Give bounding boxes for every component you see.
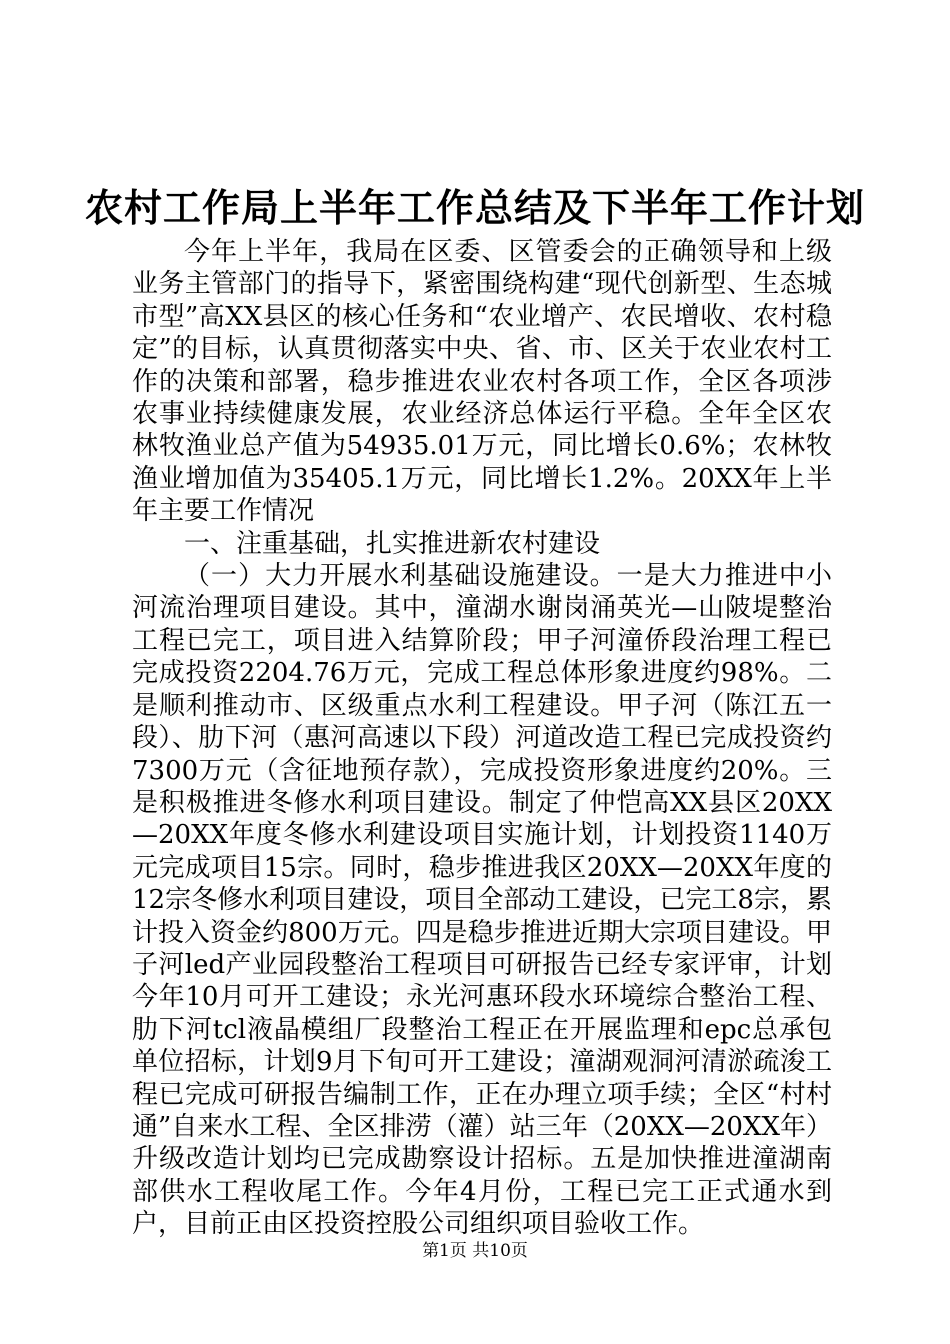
document-title: 农村工作局上半年工作总结及下半年工作计划 bbox=[84, 185, 865, 230]
water-infrastructure-paragraph: （一）大力开展水利基础设施建设。一是大力推进中小河流治理项目建设。其中，潼湖水谢岗涌英光—山陂堤整治工程已完工，项目进入结算阶段；甲子河潼侨段治理工程已完成投资2204.76万元，完成工程总体形象进度约98%。二是顺利推动市、区级重点水利工程建设。甲子河（陈江五一段）、肋下河（惠河高速以下段）河道改造工程已完成投资约7300万元（含征地预存款），完成投资形象进度约20%。三是积极推进冬修水利项目建设。制定了仲恺高XX县区20XX—20XX年度冬修水利建设项目实施计划，计划投资1140万元完成项目15宗。同时，稳步推进我区20XX—20XX年度的12宗冬修水利项目建设，项目全部动工建设，已完工8宗，累计投入资金约800万元。四是稳步推进近期大宗项目建设。甲子河led产业园段整治工程项目可研报告已经专家评审，计划今年10月可开工建设；永光河惠环段水环境综合整治工程、肋下河tcl液晶模组厂段整治工程正在开展监理和epc总承包单位招标，计划9月下旬可开工建设；潼湖观洞河清淤疏浚工程已完成可研报告编制工作，正在办理立项手续；全区“村村通”自来水工程、全区排涝（灌）站三年（20XX—20XX年）升级改造计划均已完成勘察设计招标。五是加快推进潼湖南部供水工程收尾工作。今年4月份，工程已完工正式通水到户，目前正由区投资控股公司组织项目验收工作。 bbox=[132, 561, 832, 1240]
intro-paragraph: 今年上半年，我局在区委、区管委会的正确领导和上级业务主管部门的指导下，紧密围绕构建“现代创新型、生态城市型”高XX县区的核心任务和“农业增产、农民增收、农村稳定”的目标，认真贯彻落实中央、省、市、区关于农业农村工作的决策和部署，稳步推进农业农村各项工作，全区各项涉农事业持续健康发展，农业经济总体运行平稳。全年全区农林牧渔业总产值为54935.01万元，同比增长0.6%；农林牧渔业增加值为35405.1万元，同比增长1.2%。20XX年上半年主要工作情况 bbox=[132, 237, 832, 527]
section-heading: 一、注重基础，扎实推进新农村建设 bbox=[184, 528, 601, 559]
document-body bbox=[132, 236, 832, 1241]
page-number-footer: 第1页 共10页 bbox=[422, 1241, 528, 1261]
